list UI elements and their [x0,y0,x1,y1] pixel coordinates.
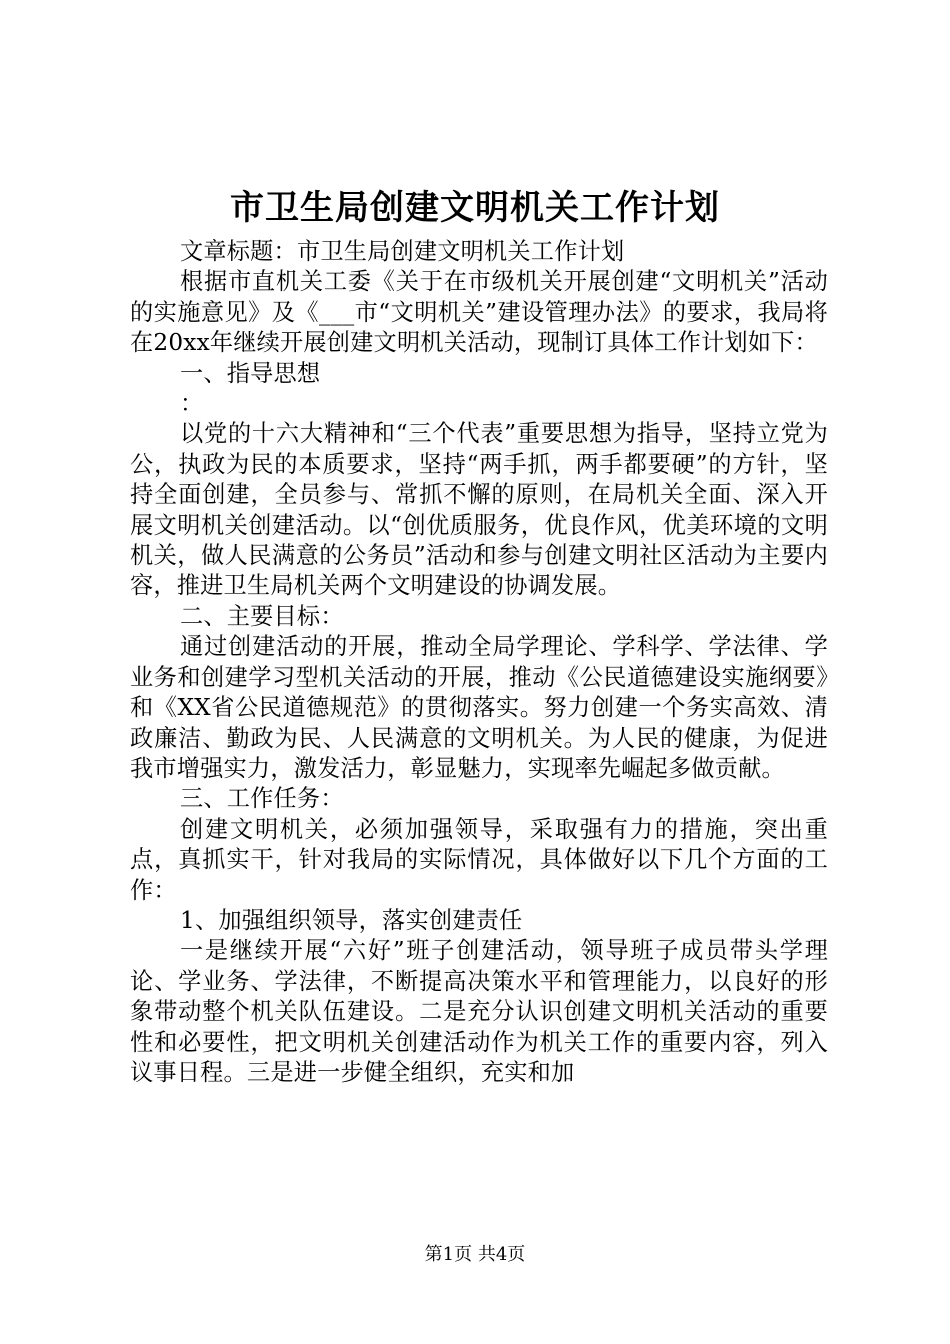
paragraph-article-title: 文章标题：市卫生局创建文明机关工作计划 [180,238,625,265]
heading-work-tasks: 三、工作任务： [180,785,344,813]
paragraph-main-goals: 通过创建活动的开展，推动全局学理论、学科学、学法律、学业务和创建学习型机关活动的开展，推动《公民道德建设实施纲要》和《XX省公民道德规范》的贯彻落实。努力创建一个务实高效、清政廉洁、勤政为民、人民满意的文明机关。为人民的健康，为促进我市增强实力，激发活力，彰显魅力，实现率先崛起多做贡献。 [130,633,828,782]
heading-guiding-ideology: 一、指导思想 [180,359,321,387]
paragraph-intro: 根据市直机关工委《关于在市级机关开展创建“文明机关”活动的实施意见》及《___市“文明机关”建设管理办法》的要求，我局将在20xx年继续开展创建文明机关活动，现制订具体工作计划如下： [130,268,828,357]
page-footer: 第1页 共4页 [424,1244,526,1265]
paragraph-colon: ： [180,390,204,418]
paragraph-organization: 一是继续开展“六好”班子创建活动，领导班子成员带头学理论、学业务、学法律，不断提高决策水平和管理能力，以良好的形象带动整个机关队伍建设。二是充分认识创建文明机关活动的重要性和必要性，把文明机关创建活动作为机关工作的重要内容，列入议事日程。三是进一步健全组织，充实和加 [130,937,828,1086]
heading-main-goals: 二、主要目标： [180,602,344,630]
subheading-organization: 1、加强组织领导，落实创建责任 [180,906,523,934]
document-body [130,237,828,1088]
paragraph-guiding-ideology: 以党的十六大精神和“三个代表”重要思想为指导，坚持立党为公，执政为民的本质要求，坚持“两手抓，两手都要硬”的方针，坚持全面创建，全员参与、常抓不懈的原则，在局机关全面、深入开展文明机关创建活动。以“创优质服务，优良作风，优美环境的文明机关，做人民满意的公务员”活动和参与创建文明社区活动为主要内容，推进卫生局机关两个文明建设的协调发展。 [130,420,828,600]
paragraph-work-tasks: 创建文明机关，必须加强领导，采取强有力的措施，突出重点，真抓实干，针对我局的实际情况，具体做好以下几个方面的工作： [130,815,828,904]
document-title: 市卫生局创建文明机关工作计划 [230,188,720,228]
